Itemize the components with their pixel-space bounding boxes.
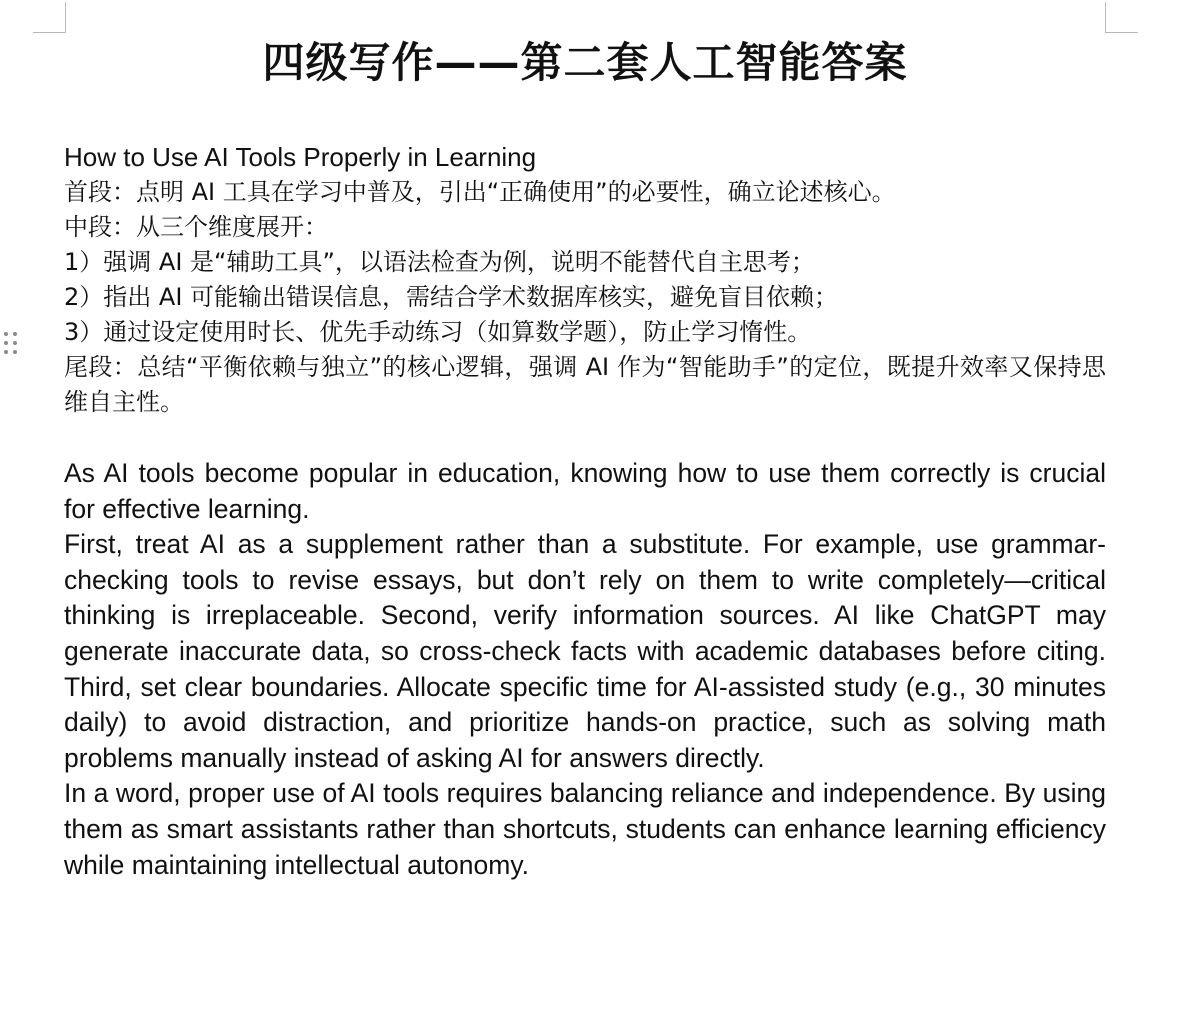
document-title: 四级写作——第二套人工智能答案 [262, 38, 908, 87]
essay-paragraph-intro: As AI tools become popular in education, knowing how to use them correctly is crucial for effective learning. [64, 458, 1106, 524]
drag-handle-dot [13, 332, 17, 336]
drag-handle-dot [4, 332, 8, 336]
outline-point-2: 2）指出 AI 可能输出错误信息，需结合学术数据库核实，避免盲目依赖； [64, 283, 839, 311]
essay-heading: How to Use AI Tools Properly in Learning [64, 142, 537, 172]
drag-handle-icon[interactable] [4, 332, 18, 358]
crop-mark-top-right [1105, 2, 1138, 33]
outline-point-1: 1）强调 AI 是“辅助工具”，以语法检查为例，说明不能替代自主思考； [64, 248, 815, 276]
crop-mark-top-left [33, 2, 66, 33]
drag-handle-dot [13, 350, 17, 354]
outline-point-3: 3）通过设定使用时长、优先手动练习（如算数学题），防止学习惰性。 [64, 318, 812, 346]
document-body [64, 140, 1106, 883]
outline-conclusion: 尾段：总结“平衡依赖与独立”的核心逻辑，强调 AI 作为“智能助手”的定位，既提升效率又保持思维自主性。 [64, 353, 1106, 416]
essay-paragraph-body: First, treat AI as a supplement rather than a substitute. For example, use grammar-checking tools to revise essays, but don’t rely on them to write completely—critical thinking is irreplaceable. Second, verify information sources. AI like ChatGPT may generate inaccurate data, so cross-check facts with academic databases before citing. Third, set clear boundaries. Allocate specific time for AI-assisted study (e.g., 30 minutes daily) to avoid distraction, and prioritize hands-on practice, such as solving math problems manually instead of asking AI for answers directly. [64, 529, 1106, 773]
drag-handle-dot [4, 350, 8, 354]
outline-intro: 首段：点明 AI 工具在学习中普及，引出“正确使用”的必要性，确立论述核心。 [64, 178, 896, 206]
drag-handle-dot [4, 341, 8, 345]
outline-body-label: 中段：从三个维度展开： [64, 213, 328, 241]
drag-handle-dot [13, 341, 17, 345]
paragraph-spacer [64, 420, 1106, 456]
essay-paragraph-conclusion: In a word, proper use of AI tools requires balancing reliance and independence. By using them as smart assistants rather than shortcuts, students can enhance learning efficiency while maintaining intellectual autonomy. [64, 778, 1106, 880]
